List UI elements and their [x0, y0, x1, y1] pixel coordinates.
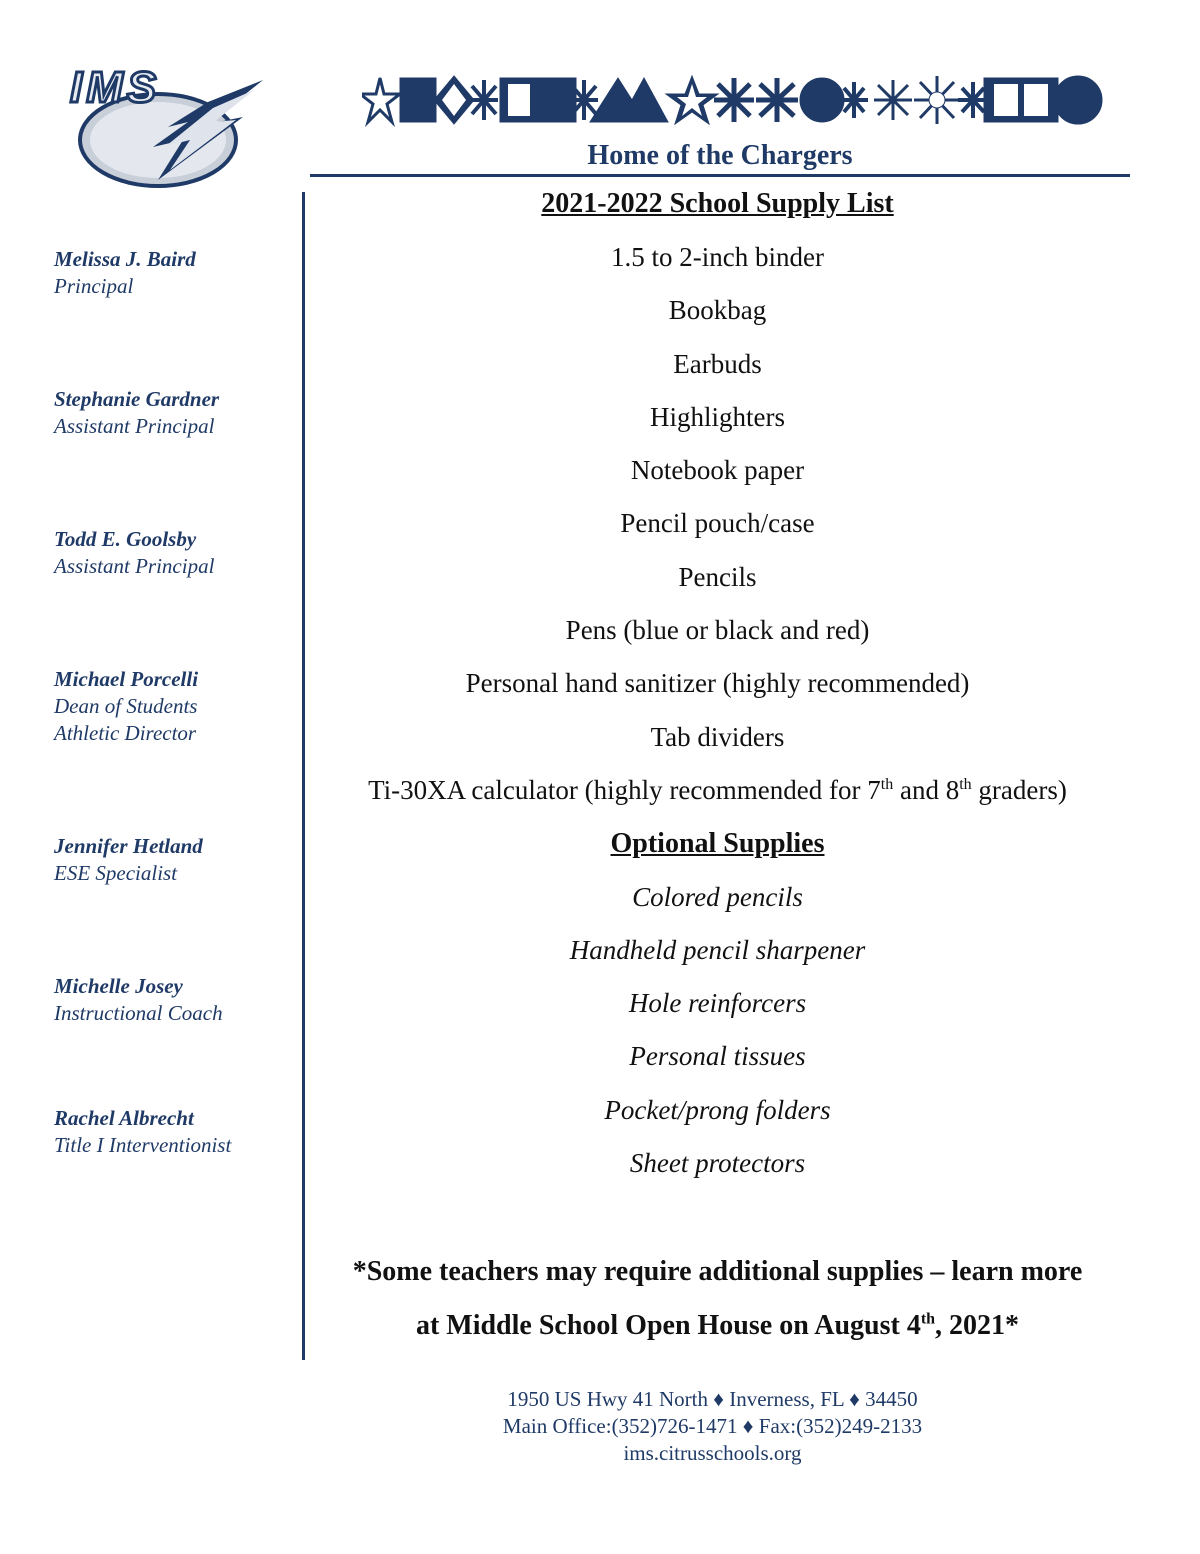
- supply-item: Pencils: [678, 561, 757, 592]
- staff-name: Jennifer Hetland: [54, 834, 203, 858]
- staff-name: Stephanie Gardner: [54, 387, 220, 411]
- note-line-2-end: , 2021*: [935, 1310, 1020, 1341]
- note-line-2-text: at Middle School Open House on August 4: [415, 1310, 921, 1341]
- calculator-text-1: Ti-30XA calculator (highly recommended for 7: [368, 774, 881, 805]
- ordinal-suffix: th: [880, 775, 894, 793]
- supply-item: Earbuds: [673, 348, 762, 379]
- staff-title: Principal: [54, 274, 134, 298]
- supply-item: 1.5 to 2-inch binder: [611, 242, 824, 272]
- staff-member: [54, 386, 294, 440]
- staff-title: Assistant Principal: [54, 554, 215, 578]
- footer-address: 1950 US Hwy 41 North ♦ Inverness, FL ♦ 34450: [507, 1387, 918, 1411]
- supply-item: Pencil pouch/case: [620, 508, 815, 539]
- staff-name: Michael Porcelli: [54, 667, 199, 691]
- staff-name: Todd E. Goolsby: [54, 527, 197, 551]
- staff-title: Dean of Students: [54, 694, 198, 718]
- ordinal-suffix: th: [920, 1310, 936, 1328]
- footer-website[interactable]: ims.citrusschools.org: [623, 1441, 802, 1465]
- footer-contact: [310, 1386, 1115, 1467]
- note-line-1: *Some teachers may require additional supplies – learn more: [352, 1256, 1083, 1287]
- supply-item: Notebook paper: [630, 455, 805, 486]
- staff-title: Instructional Coach: [54, 1001, 223, 1025]
- optional-item: Personal tissues: [629, 1041, 806, 1072]
- staff-member: [54, 1105, 294, 1159]
- supply-list-section: [310, 184, 1125, 1190]
- staff-name: Rachel Albrecht: [54, 1106, 194, 1130]
- staff-title: Title I Interventionist: [54, 1133, 232, 1157]
- note-line-2: [310, 1299, 1125, 1353]
- ordinal-suffix: th: [959, 775, 972, 793]
- header-divider: [310, 174, 1130, 177]
- supply-item: Bookbag: [668, 295, 767, 326]
- logo-text: IMS: [70, 63, 161, 112]
- vertical-divider: [302, 192, 305, 1360]
- staff-member: [54, 973, 294, 1027]
- optional-item: Hole reinforcers: [628, 988, 807, 1019]
- calculator-text-2: and 8: [893, 774, 960, 805]
- staff-member: [54, 666, 294, 747]
- staff-title: Assistant Principal: [54, 414, 215, 438]
- staff-name: Melissa J. Baird: [54, 247, 196, 271]
- staff-title: ESE Specialist: [54, 861, 178, 885]
- staff-member: [54, 526, 294, 580]
- symbol-banner: [362, 70, 1107, 130]
- school-tagline: Home of the Chargers: [587, 140, 853, 171]
- optional-supplies-title: Optional Supplies: [610, 828, 825, 860]
- supply-list-title: 2021-2022 School Supply List: [541, 188, 894, 219]
- footer-phone: Main Office:(352)726-1471 ♦ Fax:(352)249-2133: [502, 1414, 923, 1438]
- supply-item: Personal hand sanitizer (highly recommended): [465, 668, 970, 699]
- staff-name: Michelle Josey: [54, 974, 183, 998]
- additional-supplies-note: [310, 1245, 1125, 1353]
- optional-item: Handheld pencil sharpener: [569, 934, 866, 965]
- staff-member: [54, 246, 294, 300]
- supply-item: Tab dividers: [650, 721, 785, 752]
- calculator-text-3: graders): [971, 774, 1067, 805]
- optional-item: Colored pencils: [632, 881, 803, 912]
- optional-item: Pocket/prong folders: [604, 1094, 831, 1125]
- supply-item: Pens (blue or black and red): [565, 615, 870, 646]
- staff-member: [54, 833, 294, 887]
- optional-item: Sheet protectors: [629, 1148, 806, 1179]
- supply-item: Highlighters: [650, 401, 785, 432]
- school-logo: [58, 62, 273, 197]
- calculator-item: [310, 764, 1125, 817]
- staff-title-secondary: Athletic Director: [54, 721, 197, 745]
